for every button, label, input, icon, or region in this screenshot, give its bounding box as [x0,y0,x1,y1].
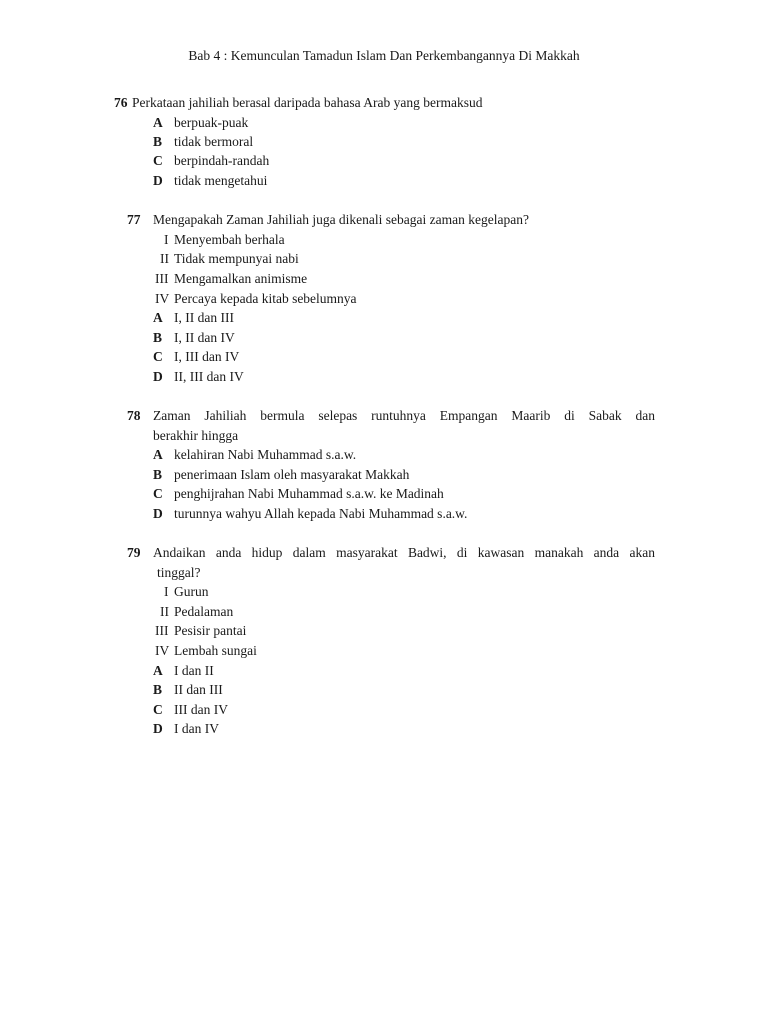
statement-numeral: III [155,271,169,286]
question-stem-line: tinggal? [157,565,201,580]
statement-text: Gurun [174,584,209,599]
option-letter: B [153,682,163,697]
option-letter: C [153,702,163,717]
question-stem-line: berakhir hingga [153,428,239,443]
question-stem-line: Zaman Jahiliah bermula selepas runtuhnya Empangan Maarib di Sabak dan [153,408,655,423]
statement-text: Percaya kepada kitab sebelumnya [174,291,357,306]
option-letter: C [153,153,163,168]
option-letter: D [153,369,163,384]
statement-text: Mengamalkan animisme [174,271,308,286]
statement-numeral: IV [155,643,170,658]
option-text: II dan III [174,682,223,697]
option-text: penghijrahan Nabi Muhammad s.a.w. ke Madinah [174,486,444,501]
statement-text: Lembah sungai [174,643,257,658]
option-letter: C [153,486,163,501]
option-letter: A [153,663,163,678]
option-letter: D [153,173,163,188]
statement-text: Pesisir pantai [174,623,247,638]
option-text: I, II dan III [174,310,234,325]
question-stem: Mengapakah Zaman Jahiliah juga dikenali sebagai zaman kegelapan? [153,212,529,227]
option-text: tidak mengetahui [174,173,268,188]
option-letter: A [153,310,163,325]
option-letter: A [153,447,163,462]
statement-numeral: I [164,232,169,247]
option-text: berpindah-randah [174,153,270,168]
option-letter: B [153,467,163,482]
question-number: 77 [127,212,141,227]
question-stem: Perkataan jahiliah berasal daripada bahasa Arab yang bermaksud [132,95,483,110]
option-text: berpuak-puak [174,115,249,130]
option-text: kelahiran Nabi Muhammad s.a.w. [174,447,357,462]
option-text: turunnya wahyu Allah kepada Nabi Muhammad s.a.w. [174,506,468,521]
statement-numeral: IV [155,291,170,306]
option-text: I dan II [174,663,214,678]
option-text: I, II dan IV [174,330,235,345]
statement-text: Menyembah berhala [174,232,285,247]
option-text: II, III dan IV [174,369,244,384]
option-text: III dan IV [174,702,228,717]
option-text: tidak bermoral [174,134,254,149]
option-text: I, III dan IV [174,349,240,364]
statement-numeral: I [164,584,169,599]
option-text: I dan IV [174,721,219,736]
chapter-title: Bab 4 : Kemunculan Tamadun Islam Dan Perkembangannya Di Makkah [188,48,580,63]
statement-numeral: III [155,623,169,638]
statement-text: Tidak mempunyai nabi [174,251,299,266]
option-letter: B [153,330,163,345]
question-stem-line: Andaikan anda hidup dalam masyarakat Badwi, di kawasan manakah anda akan [153,545,655,560]
option-letter: A [153,115,163,130]
question-number: 78 [127,408,141,423]
statement-text: Pedalaman [174,604,234,619]
page-header [0,46,768,66]
option-letter: D [153,721,163,736]
option-text: penerimaan Islam oleh masyarakat Makkah [174,467,410,482]
option-letter: C [153,349,163,364]
option-letter: B [153,134,163,149]
option-letter: D [153,506,163,521]
question-number: 79 [127,545,141,560]
statement-numeral: II [160,604,169,619]
statement-numeral: II [160,251,169,266]
question-number: 76 [114,95,128,110]
